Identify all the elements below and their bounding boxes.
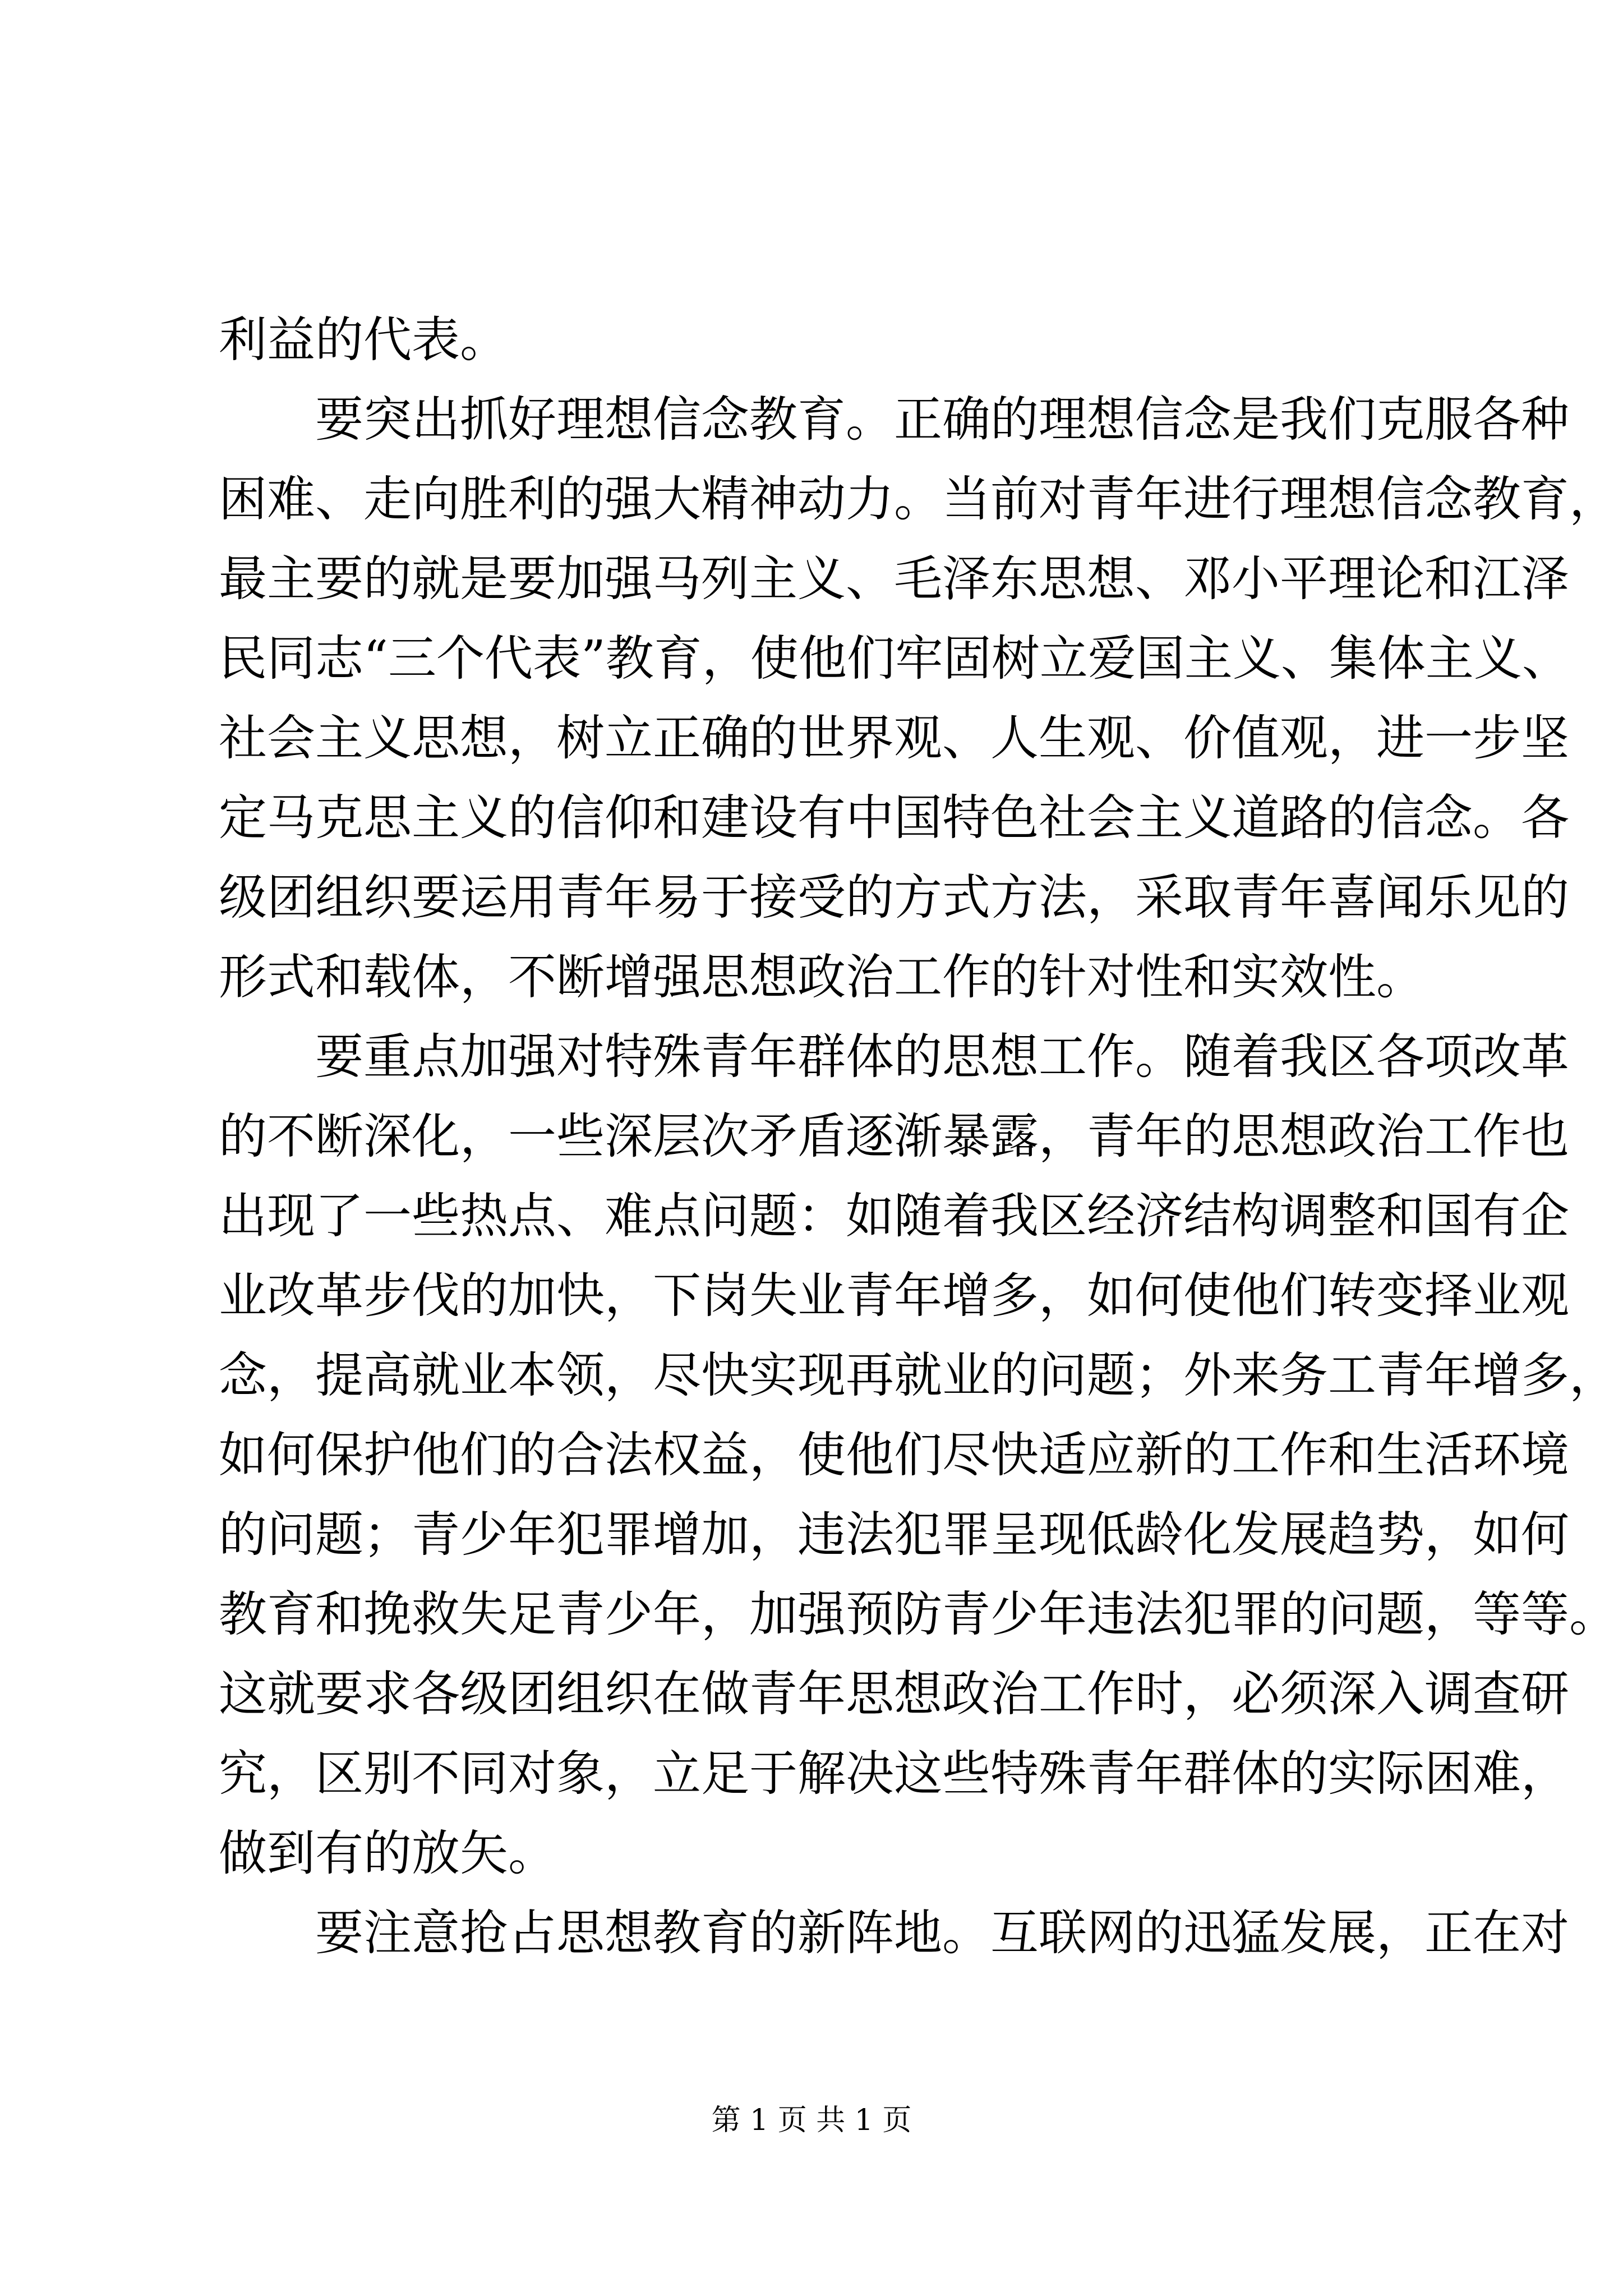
paragraph-line: 究，区别不同对象，立足于解决这些特殊青年群体的实际困难，	[219, 1746, 1569, 1802]
paragraph-line: 民同志“三个代表”教育，使他们牢固树立爱国主义、集体主义、	[219, 631, 1570, 687]
page-footer	[0, 2101, 1623, 2140]
paragraph-line: 困难、走向胜利的强大精神动力。当前对青年进行理想信念教育，	[219, 471, 1617, 527]
paragraph-line: 社会主义思想，树立正确的世界观、人生观、价值观，进一步坚	[219, 710, 1569, 766]
paragraph-line: 的不断深化，一些深层次矛盾逐渐暴露，青年的思想政治工作也	[219, 1108, 1569, 1165]
paragraph-line: 业改革步伐的加快，下岗失业青年增多，如何使他们转变择业观	[219, 1268, 1569, 1324]
page-number-label: 第 1 页 共 1 页	[711, 2104, 912, 2137]
paragraph-line: 如何保护他们的合法权益，使他们尽快适应新的工作和生活环境	[219, 1427, 1569, 1483]
paragraph-line: 利益的代表。	[219, 312, 508, 368]
paragraph-line: 教育和挽救失足青少年，加强预防青少年违法犯罪的问题，等等。	[219, 1586, 1617, 1642]
body-text	[219, 300, 1617, 1973]
paragraph-line: 念，提高就业本领，尽快实现再就业的问题；外来务工青年增多，	[219, 1347, 1617, 1404]
paragraph-line: 形式和载体，不断增强思想政治工作的针对性和实效性。	[219, 949, 1424, 1005]
paragraph-line: 出现了一些热点、难点问题：如随着我区经济结构调整和国有企	[219, 1188, 1569, 1244]
paragraph-line: 要注意抢占思想教育的新阵地。互联网的迅猛发展，正在对	[315, 1905, 1569, 1961]
paragraph-line: 定马克思主义的信仰和建设有中国特色社会主义道路的信念。各	[219, 790, 1569, 846]
paragraph-line: 要重点加强对特殊青年群体的思想工作。随着我区各项改革	[315, 1029, 1569, 1085]
paragraph-line: 最主要的就是要加强马列主义、毛泽东思想、邓小平理论和江泽	[219, 551, 1569, 607]
paragraph-line: 做到有的放矢。	[219, 1825, 556, 1881]
paragraph-line: 要突出抓好理想信念教育。正确的理想信念是我们克服各种	[315, 392, 1569, 448]
paragraph-line: 级团组织要运用青年易于接受的方式方法，采取青年喜闻乐见的	[219, 869, 1569, 926]
paragraph-line: 的问题；青少年犯罪增加，违法犯罪呈现低龄化发展趋势，如何	[219, 1507, 1569, 1563]
paragraph-line: 这就要求各级团组织在做青年思想政治工作时，必须深入调查研	[219, 1666, 1569, 1722]
